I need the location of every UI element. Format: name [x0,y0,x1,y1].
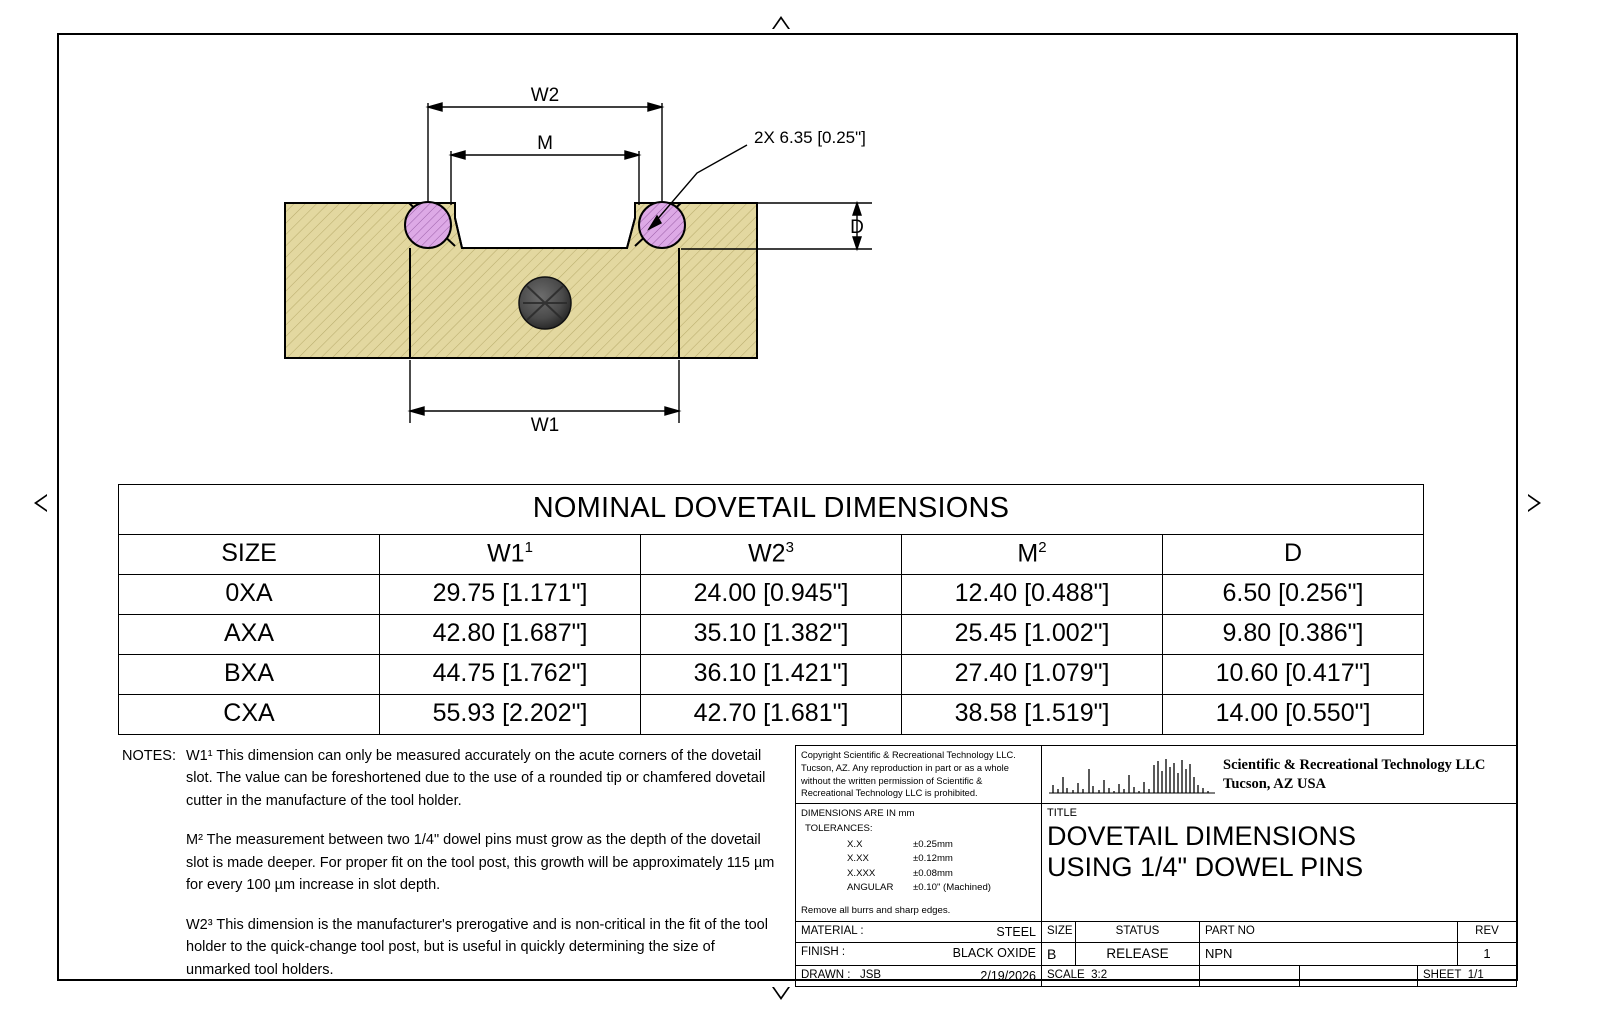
cell-w1: 29.75 [1.171"] [380,575,641,615]
material-field [796,922,1042,942]
cell-d: 6.50 [0.256"] [1163,575,1424,615]
tolerance-row [847,881,1036,895]
size-value: B [1042,943,1076,965]
sheet-value: 1/1 [1467,969,1484,982]
rev-value: 1 [1483,946,1491,962]
material-label: MATERIAL : [801,925,864,938]
drawing-title-line2: USING 1/4" DOWEL PINS [1047,852,1364,883]
cell-size: BXA [119,655,380,695]
tolerance-key: X.XXX [847,867,876,879]
table-title-row [119,485,1424,535]
burrs-note: Remove all burrs and sharp edges. [801,904,951,916]
tool-post-body [285,203,757,358]
company-name: Scientific & Recreational Technology LLC [1223,757,1486,774]
cell-m: 27.40 [1.079"] [902,655,1163,695]
note-item: W2³ This dimension is the manufacturer's prerogative and is non-critical in the fit of the tool holder to the quick-change tool post, but is useful in quickly determining the size of unmarked tool holders. [186,916,768,978]
note-item: W1¹ This dimension can only be measured accurately on the acute corners of the dovetail slot. The value can be foreshortened due to the use of a rounded tip or chamfered dovetail cutter in the manufacture of the tool holder. [186,748,766,809]
title-block-row-material [796,922,1516,943]
table-row [119,695,1424,735]
m-dimension-label: M [537,133,553,154]
cell-d: 9.80 [0.386"] [1163,615,1424,655]
title-block-row-drawn [796,966,1516,986]
scale-value: 3:2 [1091,969,1108,982]
cell-size: CXA [119,695,380,735]
table-title: NOMINAL DOVETAIL DIMENSIONS [119,485,1424,535]
set-screw-head [519,277,571,329]
title-block-row-main [796,804,1516,922]
notes-block [122,745,782,998]
units-line: DIMENSIONS ARE IN mm [801,808,915,820]
center-mark-left-inner-icon [37,496,47,510]
tolerances-block [796,804,1042,921]
blank-cell-2 [1300,966,1418,986]
column-header-size: SIZE [119,535,380,575]
spectrum-logo-icon [1047,755,1217,795]
tolerance-value: ±0.08mm [913,867,953,879]
sheet-label: SHEET [1423,969,1462,982]
cell-m: 12.40 [0.488"] [902,575,1163,615]
tolerance-value: ±0.12mm [913,853,953,865]
company-logo [1042,746,1516,803]
nominal-dovetail-dimensions-table [118,484,1424,735]
size-label: SIZE [1042,922,1076,942]
cell-m: 38.58 [1.519"] [902,695,1163,735]
center-mark-top-inner-icon [774,19,788,29]
w1-dimension-label: W1 [530,415,560,436]
blank-cell-1 [1200,966,1300,986]
cell-w1: 42.80 [1.687"] [380,615,641,655]
table-row [119,575,1424,615]
finish-field [796,943,1042,965]
material-value: STEEL [996,925,1036,940]
scale-label: SCALE [1047,969,1085,982]
tolerance-row [847,852,1036,866]
tolerance-key: ANGULAR [847,882,894,894]
table-header-row [119,535,1424,575]
part-no-value: NPN [1200,943,1458,965]
chamfer-note: 2X 6.35 [0.25"] [754,128,866,147]
cell-w2: 42.70 [1.681"] [641,695,902,735]
company-location: Tucson, AZ USA [1223,775,1327,792]
tolerance-row [847,838,1036,852]
column-header-d: D [1163,535,1424,575]
tolerance-key: X.XX [847,853,869,865]
column-header-w1: $W1^1$ [380,535,641,575]
tolerance-value: ±0.10" (Machined) [913,882,991,894]
cell-w2: 24.00 [0.945"] [641,575,902,615]
cell-w2: 35.10 [1.382"] [641,615,902,655]
dowel-pin-left [405,202,451,248]
status-label: STATUS [1076,922,1200,942]
cell-size: 0XA [119,575,380,615]
column-header-m: $M^2$ [902,535,1163,575]
title-block-row-finish [796,943,1516,966]
cell-w2: 36.10 [1.421"] [641,655,902,695]
tolerance-key: X.X [847,839,863,851]
cell-m: 25.45 [1.002"] [902,615,1163,655]
table-row [119,655,1424,695]
w2-dimension-label: W2 [530,85,560,106]
title-label: TITLE [1047,807,1077,820]
cell-d: 10.60 [0.417"] [1163,655,1424,695]
drawn-label: DRAWN : [801,969,851,982]
m-dimension [451,151,639,205]
cell-d: 14.00 [0.550"] [1163,695,1424,735]
drawing-title-line1: DOVETAIL DIMENSIONS [1047,821,1357,852]
sheet-field [1418,966,1516,986]
column-header-w2: $W2^3$ [641,535,902,575]
scale-field [1042,966,1200,986]
drawn-value: JSB [860,969,882,982]
tolerance-value: ±0.25mm [913,839,953,851]
finish-label: FINISH : [801,946,846,959]
tolerances-label: TOLERANCES: [805,822,873,834]
part-no-label: PART NO [1200,922,1458,942]
cell-w1: 44.75 [1.762"] [380,655,641,695]
finish-value: BLACK OXIDE [952,946,1036,961]
title-block-row-header [796,746,1516,804]
title-block [795,745,1517,987]
status-value: RELEASE [1076,943,1200,965]
drawn-date: 2/19/2026 [980,969,1036,984]
cell-size: AXA [119,615,380,655]
notes-label: NOTES: [122,748,176,764]
cell-w1: 55.93 [2.202"] [380,695,641,735]
d-dimension-label: D [850,217,864,238]
drawn-field [796,966,1042,986]
drawing-title-block [1042,804,1516,921]
copyright-notice: Copyright Scientific & Recreational Technology LLC. Tucson, AZ. Any reproduction in part or as a whole without the written permission of Scientific & Recreational Technology LLC is prohibited. [796,746,1042,803]
rev-label: REV [1475,925,1499,938]
tolerance-row [847,867,1036,881]
center-mark-right-inner-icon [1528,496,1538,510]
note-item: M² The measurement between two 1/4" dowel pins must grow as the depth of the dovetail slot is made deeper. For proper fit on the tool post, this growth will be approximately 115 µm for every 100 µm increase in slot depth. [186,832,775,894]
dowel-pin-right [639,202,685,248]
dovetail-section-view [57,33,1518,453]
table-row [119,615,1424,655]
w1-dimension [410,360,679,423]
